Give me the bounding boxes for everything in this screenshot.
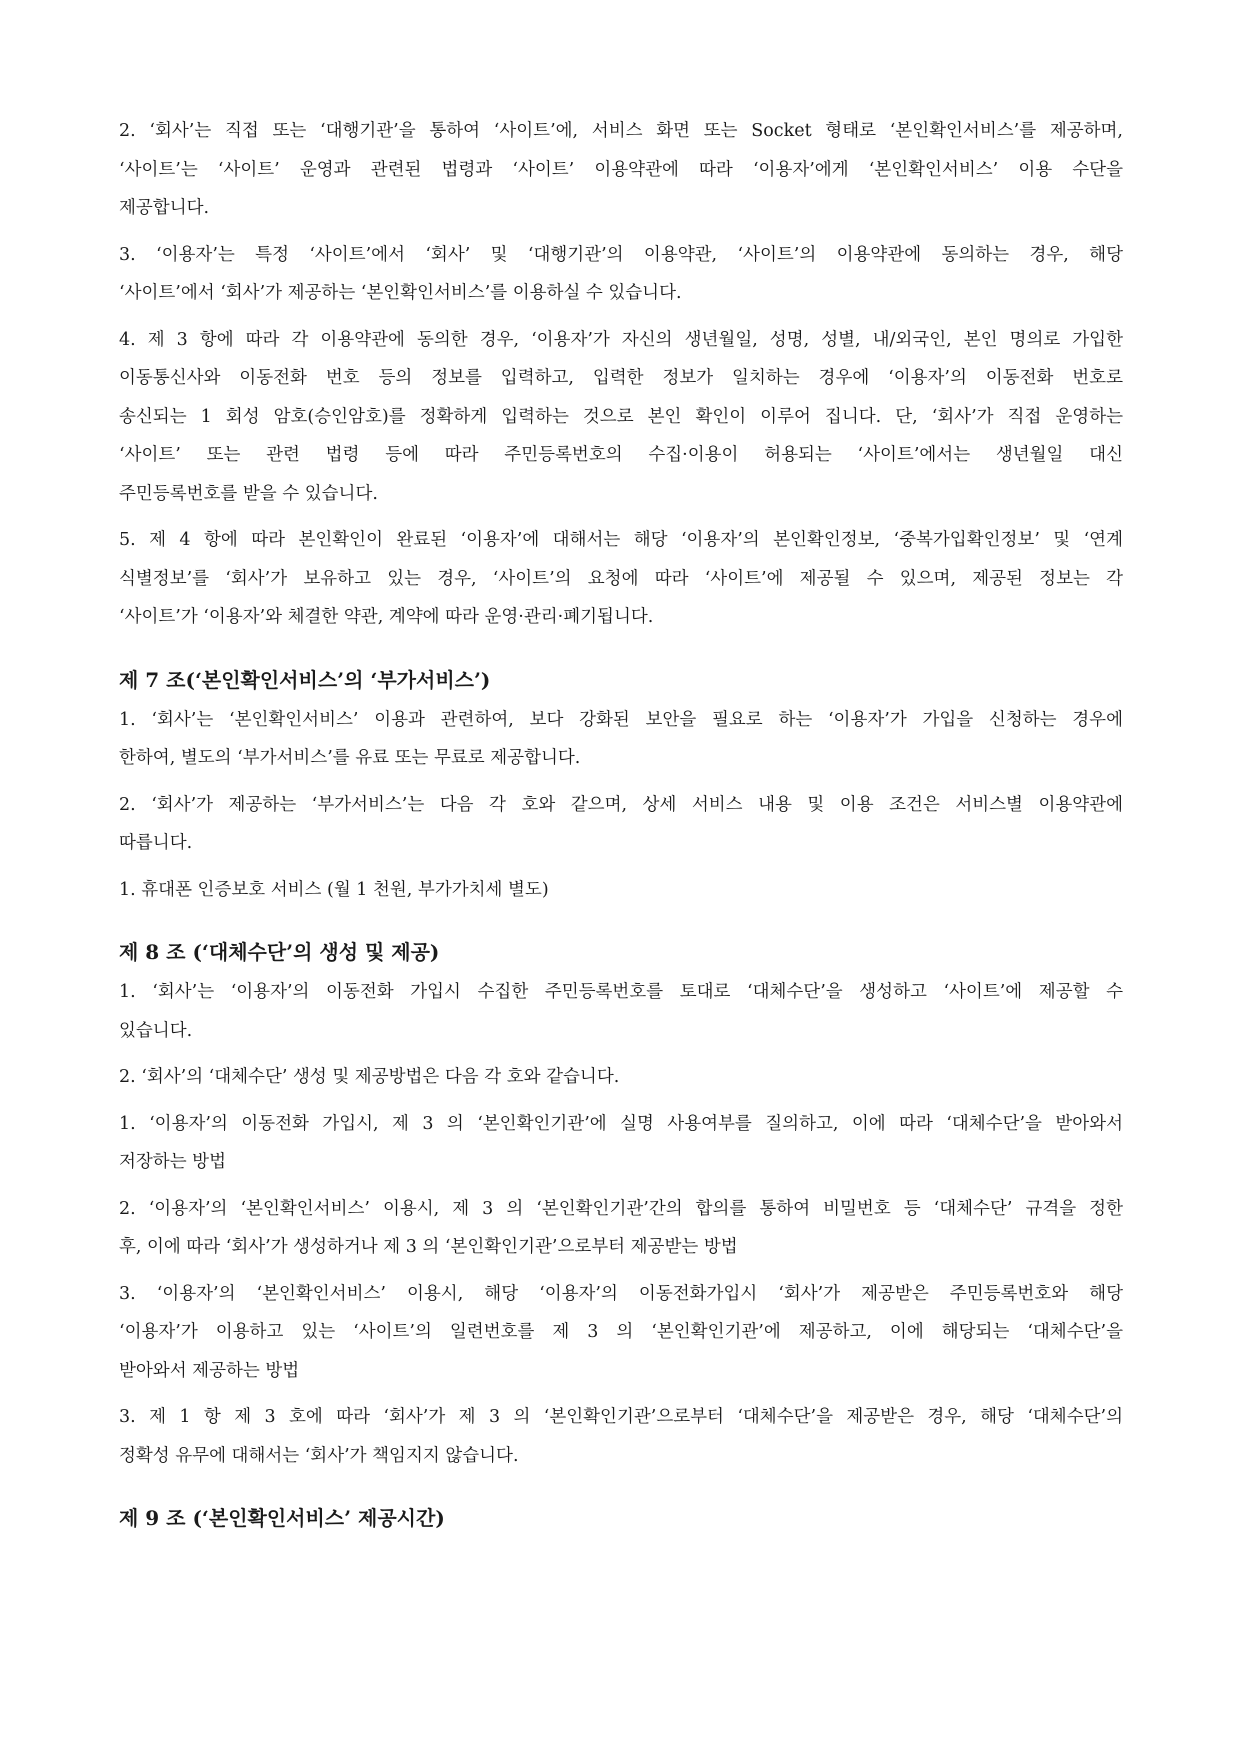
text-line: ‘사이트’가 ‘이용자’와 체결한 약관, 계약에 따라 운영·관리·폐기됩니다.: [119, 607, 654, 627]
text-line: 1. ‘회사’는 ‘이용자’의 이동전화 가입시 수집한 주민등록번호를 토대로 ‘대체수단’을 생성하고 ‘사이트’에 제공할 수: [119, 982, 1123, 1002]
text-line: 1. 휴대폰 인증보호 서비스 (월 1 천원, 부가가치세 별도): [119, 879, 549, 900]
text-line: 식별정보’를 ‘회사’가 보유하고 있는 경우, ‘사이트’의 요청에 따라 ‘사이트’에 제공될 수 있으며, 제공된 정보는 각: [119, 568, 1123, 589]
article6-paragraph-5: [119, 521, 1123, 637]
text-line: 2. ‘회사’가 제공하는 ‘부가서비스’는 다음 각 호와 같으며, 상세 서비스 내용 및 이용 조건은 서비스별 이용약관에: [119, 794, 1123, 815]
article6-paragraph-3: [119, 236, 1123, 313]
text-line: 따릅니다.: [119, 833, 193, 853]
text-line: 2. ‘회사’의 ‘대체수단’ 생성 및 제공방법은 다음 각 호와 같습니다.: [119, 1067, 620, 1087]
article6-paragraph-2: [119, 112, 1123, 228]
text-line: 한하여, 별도의 ‘부가서비스’를 유료 또는 무료로 제공합니다.: [119, 748, 581, 768]
article9-heading: 제 9 조 (‘본인확인서비스’ 제공시간): [119, 1506, 445, 1530]
text-line: 있습니다.: [119, 1020, 193, 1041]
article8-paragraph-2: [119, 1058, 1123, 1097]
article8-item-3: [119, 1275, 1123, 1391]
article7-paragraph-1: [119, 701, 1123, 778]
text-line: 3. ‘이용자’는 특정 ‘사이트’에서 ‘회사’ 및 ‘대행기관’의 이용약관, ‘사이트’의 이용약관에 동의하는 경우, 해당: [119, 244, 1123, 265]
text-line: 2. ‘이용자’의 ‘본인확인서비스’ 이용시, 제 3 의 ‘본인확인기관’간의 합의를 통하여 비밀번호 등 ‘대체수단’ 규격을 정한: [119, 1198, 1123, 1219]
text-line: 1. ‘회사’는 ‘본인확인서비스’ 이용과 관련하여, 보다 강화된 보안을 필요로 하는 ‘이용자’가 가입을 신청하는 경우에: [119, 709, 1123, 730]
text-line: 주민등록번호를 받을 수 있습니다.: [119, 483, 378, 504]
text-line: ‘사이트’ 또는 관련 법령 등에 따라 주민등록번호의 수집·이용이 허용되는 ‘사이트’에서는 생년월일 대신: [119, 445, 1123, 465]
article7-item-1: [119, 871, 1123, 910]
text-line: 송신되는 1 회성 암호(승인암호)를 정확하게 입력하는 것으로 본인 확인이 이루어 집니다. 단, ‘회사’가 직접 운영하는: [119, 406, 1123, 427]
text-line: 3. 제 1 항 제 3 호에 따라 ‘회사’가 제 3 의 ‘본인확인기관’으로부터 ‘대체수단’을 제공받은 경우, 해당 ‘대체수단’의: [119, 1407, 1123, 1427]
text-line: 후, 이에 따라 ‘회사’가 생성하거나 제 3 의 ‘본인확인기관’으로부터 제공받는 방법: [119, 1237, 738, 1257]
text-line: ‘이용자’가 이용하고 있는 ‘사이트’의 일련번호를 제 3 의 ‘본인확인기관’에 제공하고, 이에 해당되는 ‘대체수단’을: [119, 1322, 1123, 1342]
article8-paragraph-3: [119, 1398, 1123, 1475]
article8-paragraph-1: [119, 973, 1123, 1050]
text-line: ‘사이트’에서 ‘회사’가 제공하는 ‘본인확인서비스’를 이용하실 수 있습니다.: [119, 283, 682, 303]
text-line: 제공합니다.: [119, 198, 210, 218]
article8-item-2: [119, 1190, 1123, 1267]
text-line: 이동통신사와 이동전화 번호 등의 정보를 입력하고, 입력한 정보가 일치하는 경우에 ‘이용자’의 이동전화 번호로: [119, 368, 1123, 388]
text-line: 받아와서 제공하는 방법: [119, 1360, 300, 1381]
text-line: 정확성 유무에 대해서는 ‘회사’가 책임지지 않습니다.: [119, 1445, 519, 1466]
text-line: 저장하는 방법: [119, 1152, 226, 1172]
text-line: 5. 제 4 항에 따라 본인확인이 완료된 ‘이용자’에 대해서는 해당 ‘이용자’의 본인확인정보, ‘중복가입확인정보’ 및 ‘연계: [119, 530, 1123, 550]
text-line: 2. ‘회사’는 직접 또는 ‘대행기관’을 통하여 ‘사이트’에, 서비스 화면 또는 Socket 형태로 ‘본인확인서비스’를 제공하며,: [119, 121, 1123, 141]
document-page: [119, 112, 1123, 1539]
text-line: 1. ‘이용자’의 이동전화 가입시, 제 3 의 ‘본인확인기관’에 실명 사용여부를 질의하고, 이에 따라 ‘대체수단’을 받아와서: [119, 1113, 1123, 1134]
article6-paragraph-4: [119, 321, 1123, 514]
article7-heading: 제 7 조(‘본인확인서비스’의 ‘부가서비스’): [119, 667, 491, 692]
text-line: ‘사이트’는 ‘사이트’ 운영과 관련된 법령과 ‘사이트’ 이용약관에 따라 ‘이용자’에게 ‘본인확인서비스’ 이용 수단을: [119, 159, 1123, 180]
text-line: 4. 제 3 항에 따라 각 이용약관에 동의한 경우, ‘이용자’가 자신의 생년월일, 성명, 성별, 내/외국인, 본인 명의로 가입한: [119, 329, 1123, 350]
article8-heading: 제 8 조 (‘대체수단’의 생성 및 제공): [119, 940, 440, 964]
text-line: 3. ‘이용자’의 ‘본인확인서비스’ 이용시, 해당 ‘이용자’의 이동전화가입시 ‘회사’가 제공받은 주민등록번호와 해당: [119, 1283, 1123, 1304]
article8-item-1: [119, 1105, 1123, 1182]
article7-paragraph-2: [119, 786, 1123, 863]
